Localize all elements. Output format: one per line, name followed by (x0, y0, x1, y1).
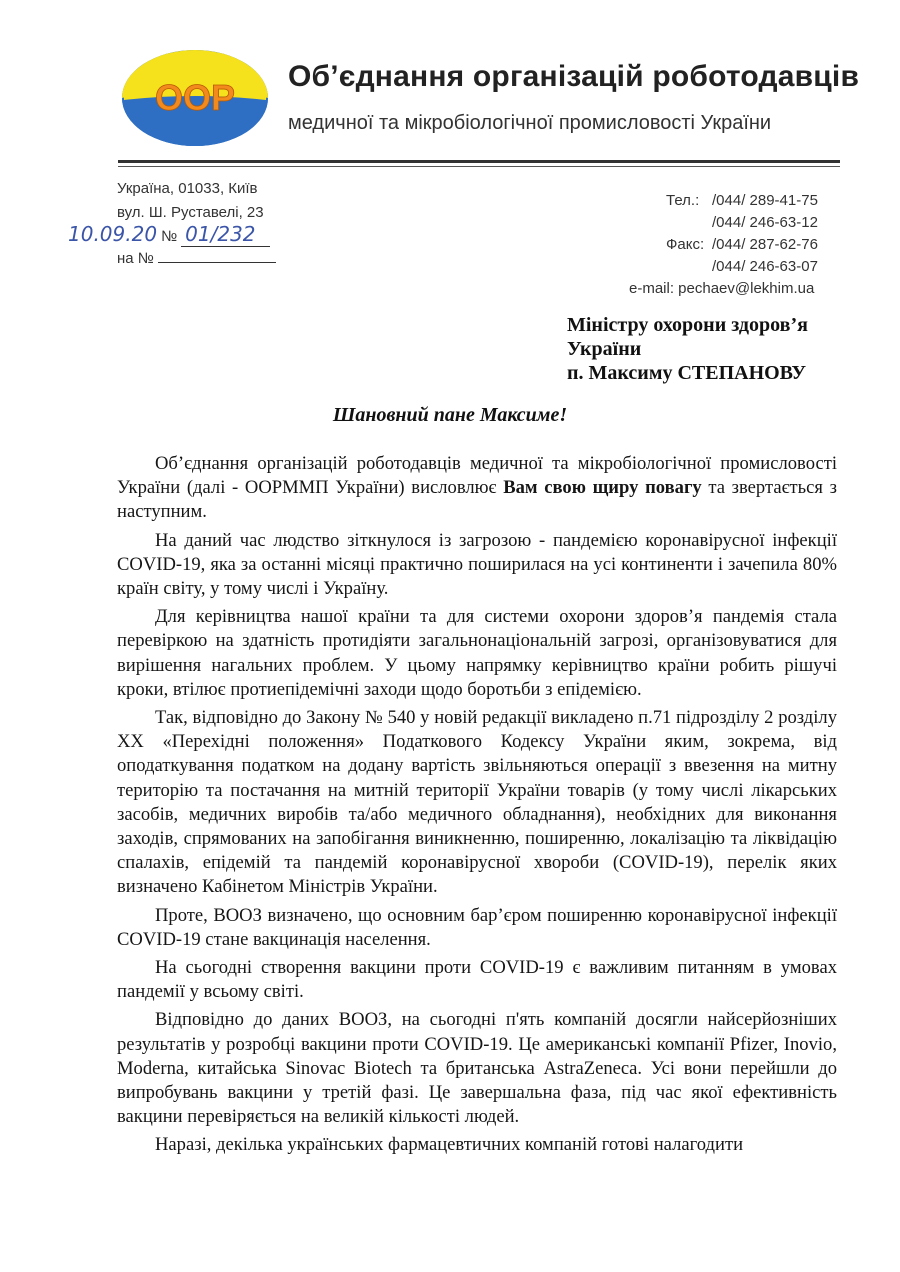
address-line-street: вул. Ш. Руставелі, 23 (117, 204, 264, 221)
salutation: Шановний пане Максиме! (332, 404, 568, 426)
reply-blank (158, 248, 276, 263)
paragraph-5: Проте, ВООЗ визначено, що основним бар’єром поширенню коронавірусної інфекції COVID-19 стане вакцинація населення. (117, 904, 837, 950)
tel-2: /044/ 246-63-12 (712, 214, 818, 231)
email: e-mail: pechaev@lekhim.ua (629, 280, 815, 297)
tel-label: Тел.: (666, 192, 700, 209)
letter-body (117, 452, 837, 1162)
addressee-line-2: України (567, 338, 642, 360)
paragraph-1: Об’єднання організацій роботодавців медичної та мікробіологічної промисловості України (далі - ООРММП України) висловлює Вам свою щиру повагу та звертається з наступним. (117, 453, 837, 523)
handwritten-date: 10.09.20 (68, 222, 158, 246)
logo-text: ООР (154, 77, 236, 118)
outgoing-number-line (68, 222, 270, 246)
organization-title: Об’єднання організацій роботодавців (288, 60, 860, 93)
organization-subtitle: медичної та мікробіологічної промисловості України (288, 112, 772, 134)
organization-logo (120, 48, 270, 148)
reply-number-line (117, 248, 276, 267)
addressee-line-3: п. Максиму СТЕПАНОВУ (567, 362, 807, 384)
handwritten-number: 01/232 (181, 222, 269, 247)
paragraph-6: На сьогодні створення вакцини проти COVID-19 є важливим питанням в умовах пандемії у всьому світі. (117, 957, 837, 1003)
addressee-line-1: Міністру охорони здоров’я (567, 314, 808, 336)
tel-1: /044/ 289-41-75 (712, 192, 818, 209)
fax-1: /044/ 287-62-76 (712, 236, 818, 253)
paragraph-4: Так, відповідно до Закону № 540 у новій редакції викладено п.71 підрозділу 2 розділу ХХ «Перехідні положення» Податкового Кодексу України яким, зокрема, від оподаткування податком на додану вартість звільняються операції з ввезення на митну територію та постачання на митній території України товарів (у тому числі лікарських засобів, медичних виробів та/або медичного обладнання), необхідних для виконання заходів, спрямованих на запобігання виникненню, поширенню, локалізацію та ліквідацію спалахів, епідемій та пандемій коронавірусної хвороби (COVID-19), перелік яких визначено Кабінетом Міністрів України. (117, 707, 837, 898)
address-line-city: Україна, 01033, Київ (117, 180, 258, 197)
fax-2: /044/ 246-63-07 (712, 258, 818, 275)
header-divider-thin (118, 166, 840, 167)
paragraph-2: На даний час людство зіткнулося із загрозою - пандемією коронавірусної інфекції COVID-19, яка за останні місяці практично поширилася на усі континенти і зачепила 80% країн світу, у тому числі і Україну. (117, 529, 837, 600)
paragraph-8: Наразі, декілька українських фармацевтичних компаній готові налагодити (155, 1134, 744, 1156)
bold-phrase: Вам свою щиру повагу (503, 477, 702, 499)
paragraph-3: Для керівництва нашої країни та для системи охорони здоров’я пандемія стала перевіркою на здатність протидіяти загальнонаціональній загрозі, організовуватися для вирішення нагальних проблем. У цьому напрямку керівництво країни робить рішучі кроки, втілює протиепідемічні заходи щодо боротьби з епідемією. (117, 606, 837, 700)
header-divider (118, 160, 840, 163)
fax-label: Факс: (666, 236, 705, 253)
paragraph-7: Відповідно до даних ВООЗ, на сьогодні п'ять компаній досягли найсерйозніших результатів у розробці вакцини проти COVID-19. Це американські компанії Pfizer, Inovio, Moderna, китайська Sinovac Biotech та британська AstraZeneca. Усі вони перейшли до випробувань вакцини у третій фазі. Це завершальна фаза, під час якої ефективність вакцини перевіряється на великій кількості людей. (117, 1009, 837, 1128)
number-label: № (161, 228, 178, 245)
reply-label: на № (117, 250, 154, 267)
